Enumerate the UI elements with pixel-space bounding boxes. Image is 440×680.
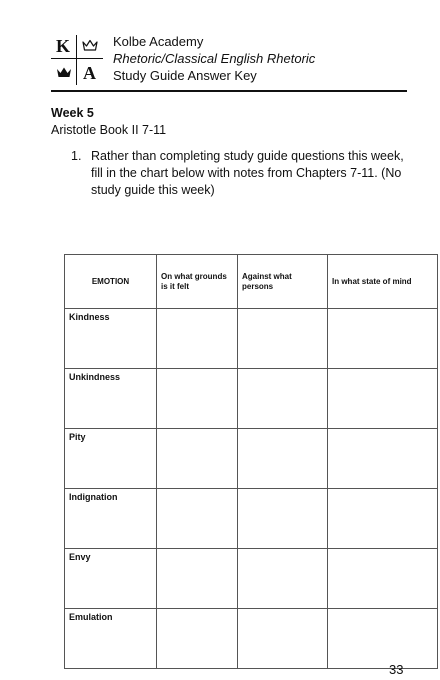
answer-cell[interactable] — [157, 549, 238, 609]
table-row — [65, 369, 438, 429]
document-header — [113, 33, 315, 84]
table-row — [65, 429, 438, 489]
logo-letter-k: K — [56, 36, 71, 56]
row-label: Envy — [65, 549, 157, 609]
answer-cell[interactable] — [238, 549, 328, 609]
answer-cell[interactable] — [157, 309, 238, 369]
row-label: Pity — [65, 429, 157, 489]
header-grounds: On what grounds is it felt — [157, 255, 238, 309]
question-text: Rather than completing study guide questions this week, fill in the chart below with notes from Chapters 7-11. (No study guide this week) — [91, 149, 404, 197]
row-label: Emulation — [65, 609, 157, 669]
answer-cell[interactable] — [157, 429, 238, 489]
table-row — [65, 309, 438, 369]
question-number: 1. — [71, 149, 82, 163]
crown-filled-icon — [56, 66, 72, 78]
question-item — [71, 148, 411, 199]
kolbe-logo — [51, 33, 105, 87]
answer-cell[interactable] — [238, 369, 328, 429]
row-label: Kindness — [65, 309, 157, 369]
header-emotion: EMOTION — [65, 255, 157, 309]
emotion-chart — [64, 254, 438, 669]
answer-cell[interactable] — [238, 309, 328, 369]
school-name: Kolbe Academy — [113, 34, 204, 49]
course-name: Rhetoric/Classical English Rhetoric — [113, 51, 316, 66]
document-type: Study Guide Answer Key — [113, 68, 257, 83]
answer-cell[interactable] — [157, 369, 238, 429]
logo-divider-vertical — [76, 35, 77, 85]
page-number: 33 — [389, 662, 404, 677]
row-label: Indignation — [65, 489, 157, 549]
crown-outline-icon — [82, 39, 98, 51]
table-row — [65, 489, 438, 549]
answer-cell[interactable] — [328, 549, 438, 609]
answer-cell[interactable] — [328, 429, 438, 489]
reading-assignment: Aristotle Book II 7-11 — [51, 123, 167, 137]
header-state-of-mind: In what state of mind — [328, 255, 438, 309]
table-row — [65, 609, 438, 669]
answer-cell[interactable] — [238, 609, 328, 669]
chart-header-row — [65, 255, 438, 309]
row-label: Unkindness — [65, 369, 157, 429]
answer-cell[interactable] — [157, 609, 238, 669]
answer-cell[interactable] — [328, 369, 438, 429]
answer-cell[interactable] — [157, 489, 238, 549]
table-row — [65, 549, 438, 609]
answer-cell[interactable] — [328, 309, 438, 369]
week-heading: Week 5 — [51, 106, 94, 120]
header-rule — [51, 90, 407, 92]
answer-cell[interactable] — [328, 609, 438, 669]
header-persons: Against what persons — [238, 255, 328, 309]
logo-letter-a: A — [83, 63, 96, 83]
logo-divider-horizontal — [51, 58, 103, 59]
answer-cell[interactable] — [238, 489, 328, 549]
answer-cell[interactable] — [238, 429, 328, 489]
answer-cell[interactable] — [328, 489, 438, 549]
